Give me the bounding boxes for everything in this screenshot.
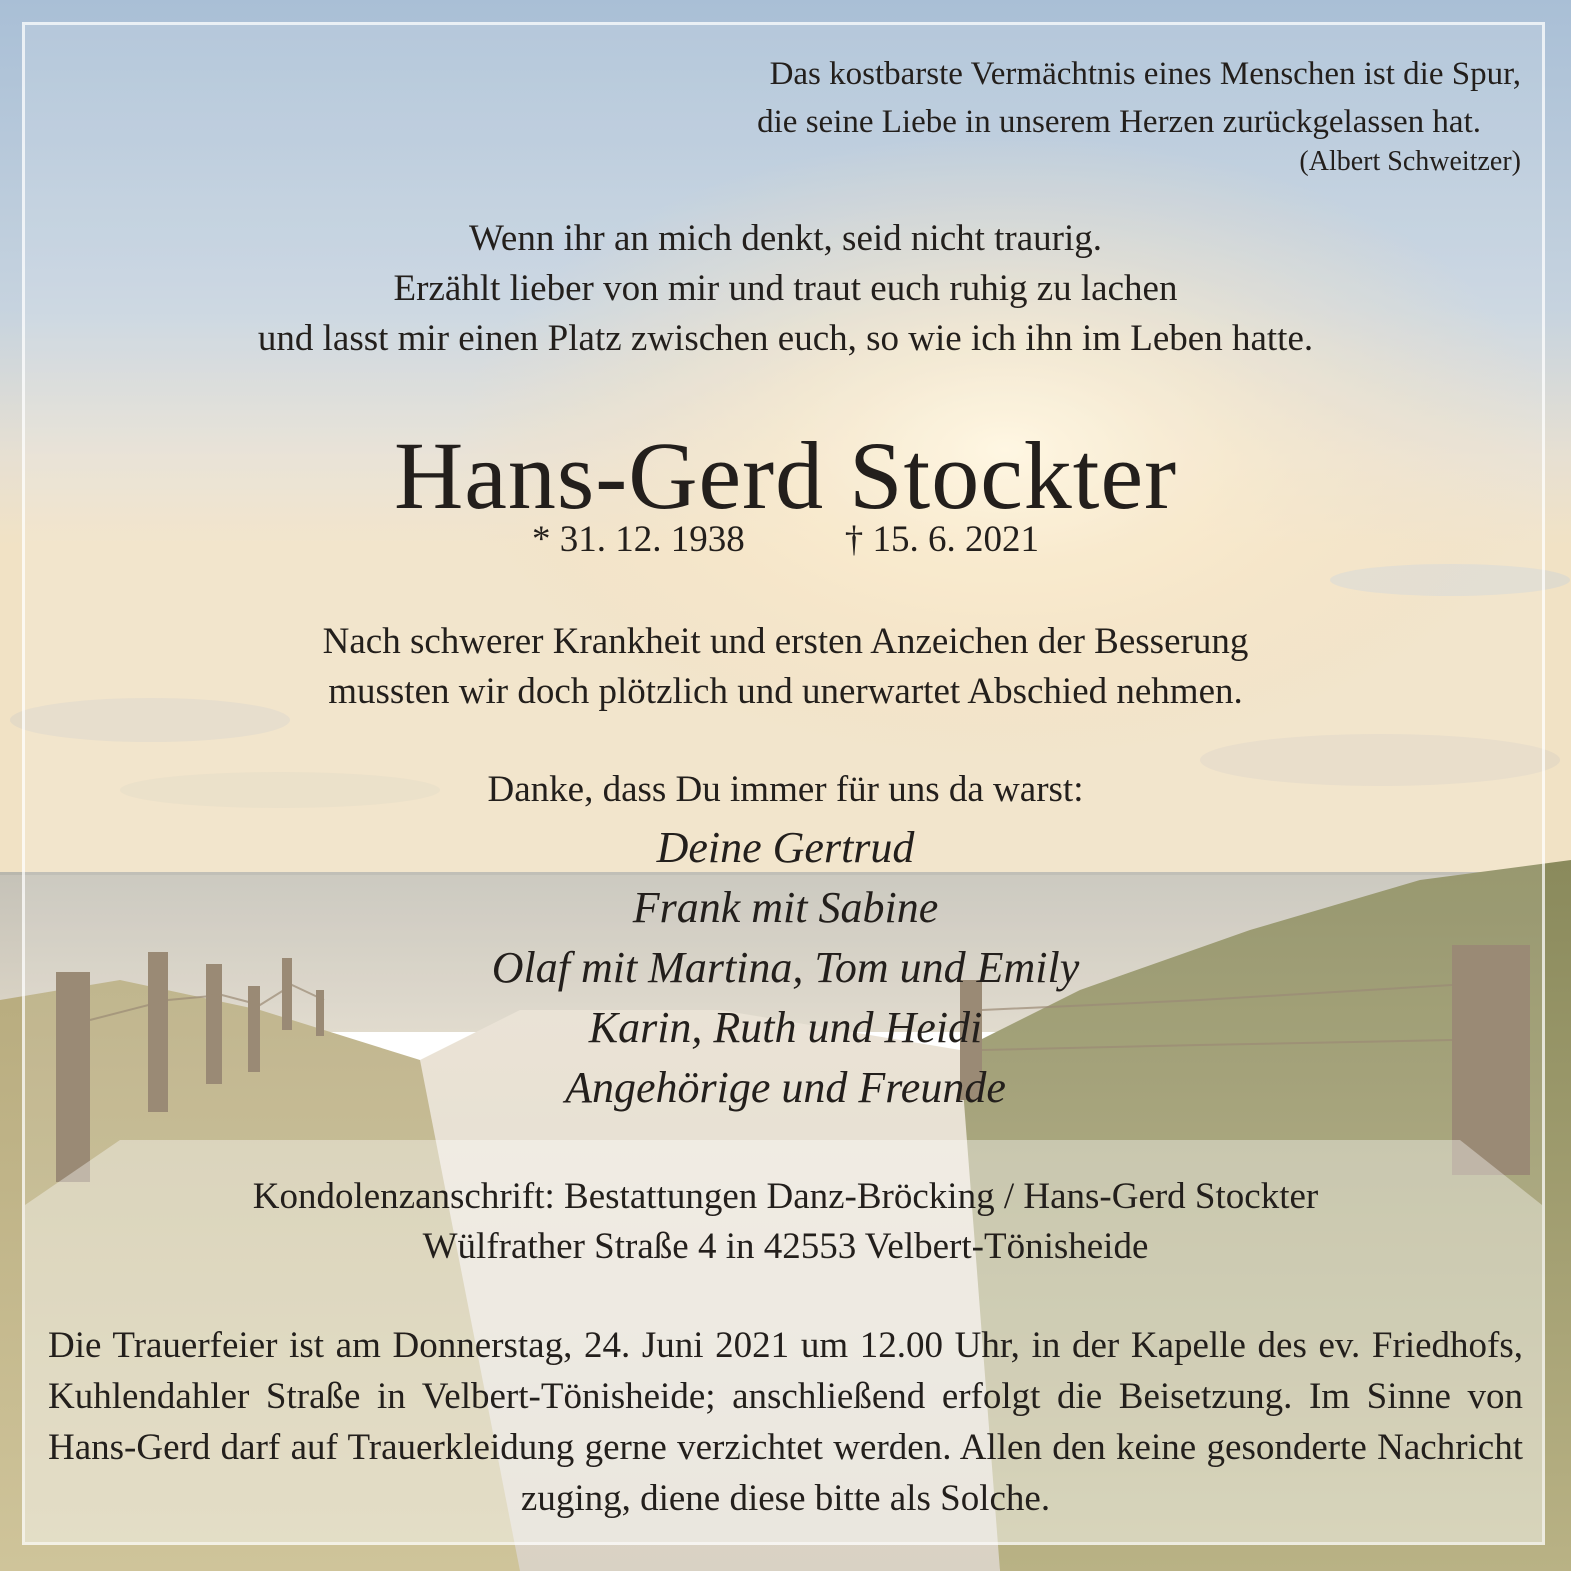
mourners-list	[0, 818, 1571, 1118]
mourner: Angehörige und Freunde	[565, 1063, 1006, 1112]
poem-line-1: Wenn ihr an mich denkt, seid nicht traurig.	[468, 218, 1103, 259]
announcement-line-1: Nach schwerer Krankheit und ersten Anzeichen der Besserung	[322, 621, 1249, 662]
deceased-name: Hans-Gerd Stockter	[393, 422, 1178, 529]
mourner: Olaf mit Martina, Tom und Emily	[491, 943, 1080, 992]
quote-line-1: Das kostbarste Vermächtnis eines Menschen ist die Spur,	[769, 56, 1521, 92]
condolence-address	[0, 1172, 1571, 1272]
poem-line-3: und lasst mir einen Platz zwischen euch, so wie ich ihn im Leben hatte.	[257, 318, 1314, 359]
quote	[621, 50, 1521, 146]
birth-date: * 31. 12. 1938	[532, 519, 745, 560]
quote-line-2: die seine Liebe in unserem Herzen zurückgelassen hat.	[757, 104, 1481, 140]
contact-line-1: Kondolenzanschrift: Bestattungen Danz-Bröcking / Hans-Gerd Stockter	[252, 1176, 1319, 1217]
life-dates	[0, 518, 1571, 561]
poem-line-2: Erzählt lieber von mir und traut euch ruhig zu lachen	[393, 268, 1178, 309]
mourner: Karin, Ruth und Heidi	[588, 1003, 983, 1052]
mourner: Frank mit Sabine	[632, 883, 939, 932]
funeral-service-details: Die Trauerfeier ist am Donnerstag, 24. Juni 2021 um 12.00 Uhr, in der Kapelle des ev. Friedhofs, Kuhlendahler Straße in Velbert-Tönisheide; anschließend erfolgt die Beisetzung. Im Sinne von Hans-Gerd darf auf Trauerkleidung gerne verzichtet werden. Allen den keine gesonderte Nachricht zuging, diene diese bitte als Solche.	[48, 1325, 1523, 1519]
contact-line-2: Wülfrather Straße 4 in 42553 Velbert-Tönisheide	[422, 1226, 1149, 1267]
announcement	[0, 617, 1571, 717]
poem	[0, 214, 1571, 364]
quote-author: (Albert Schweitzer)	[1299, 146, 1521, 177]
death-date: † 15. 6. 2021	[844, 519, 1039, 560]
announcement-line-2: mussten wir doch plötzlich und unerwartet Abschied nehmen.	[328, 671, 1243, 712]
mourner: Deine Gertrud	[656, 823, 915, 872]
thanks-line: Danke, dass Du immer für uns da warst:	[487, 769, 1084, 810]
